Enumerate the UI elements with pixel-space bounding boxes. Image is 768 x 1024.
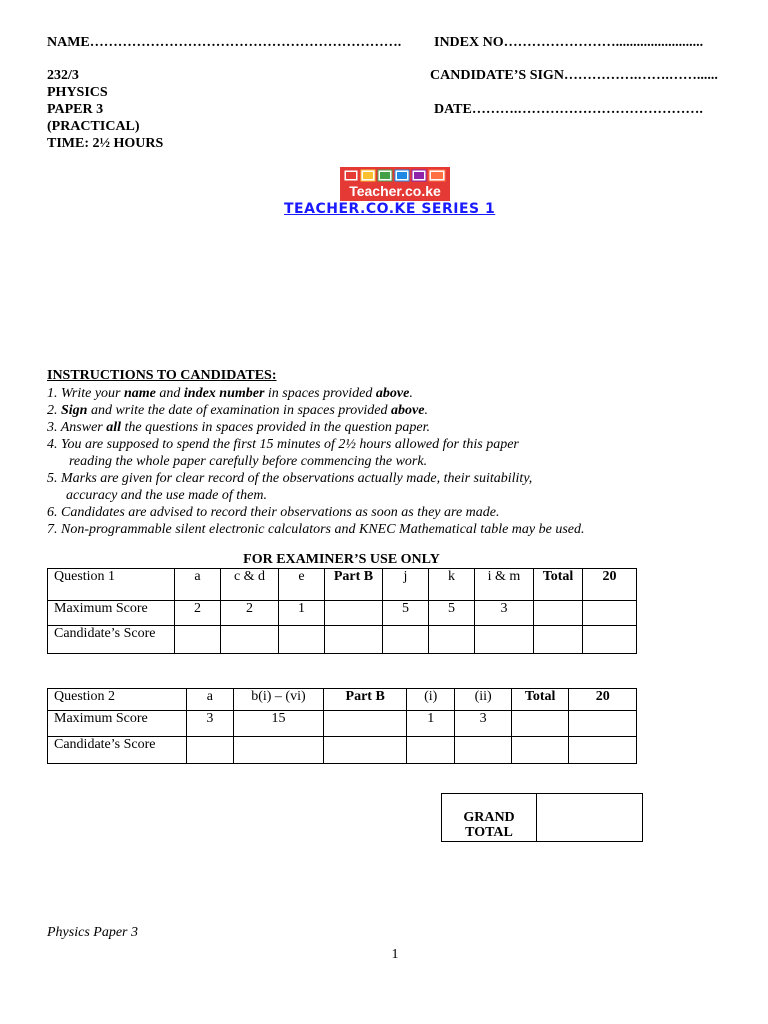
table-cell: i & m <box>475 569 534 601</box>
score-input-cell[interactable] <box>569 737 637 764</box>
score-input-cell[interactable] <box>534 626 583 654</box>
score-input-cell[interactable] <box>279 626 325 654</box>
score-input-cell[interactable] <box>455 737 511 764</box>
candidate-sign-field-label: CANDIDATE’S SIGN…………….…….……...... <box>430 68 718 83</box>
table-cell: Maximum Score <box>48 711 187 737</box>
table-cell: Question 2 <box>48 689 187 711</box>
instructions-title: INSTRUCTIONS TO CANDIDATES: <box>47 368 277 383</box>
score-input-cell[interactable] <box>511 737 568 764</box>
table-cell: k <box>429 569 475 601</box>
page-number: 1 <box>391 947 399 962</box>
subject-name: PHYSICS <box>47 85 108 100</box>
question-1-score-table <box>47 568 637 654</box>
table-cell: 20 <box>583 569 637 601</box>
table-header-row <box>48 569 637 601</box>
paper-number: PAPER 3 <box>47 102 104 117</box>
score-input-cell[interactable] <box>324 737 407 764</box>
table-cell: Total <box>534 569 583 601</box>
svg-text:Teacher.co.ke: Teacher.co.ke <box>349 183 441 199</box>
instruction-item: 6. Candidates are advised to record their observations as soon as they are made. <box>47 505 500 520</box>
table-cell <box>569 711 637 737</box>
table-cell: Total <box>511 689 568 711</box>
table-cell: e <box>279 569 325 601</box>
table-row <box>48 601 637 626</box>
instruction-item: 2. Sign and write the date of examination in spaces provided above. <box>47 403 428 418</box>
grand-total-table <box>441 793 643 842</box>
table-cell: b(i) – (vi) <box>233 689 324 711</box>
table-cell <box>325 601 383 626</box>
table-cell: Candidate’s Score <box>48 737 187 764</box>
table-cell: a <box>175 569 221 601</box>
table-cell: 2 <box>221 601 279 626</box>
table-cell: 1 <box>279 601 325 626</box>
name-field-label: NAME…………………………………………………………. <box>47 35 402 50</box>
series-title-link[interactable]: TEACHER.CO.KE SERIES 1 <box>284 201 496 217</box>
instruction-item-continuation: reading the whole paper carefully before commencing the work. <box>69 454 428 469</box>
score-input-cell[interactable] <box>233 737 324 764</box>
table-cell <box>324 711 407 737</box>
score-input-cell[interactable] <box>325 626 383 654</box>
instruction-item: 4. You are supposed to spend the first 15 minutes of 2½ hours allowed for this paper <box>47 437 519 452</box>
instruction-item: 3. Answer all the questions in spaces provided in the question paper. <box>47 420 431 435</box>
score-input-cell[interactable] <box>429 626 475 654</box>
score-input-cell[interactable] <box>407 737 455 764</box>
score-input-cell[interactable] <box>383 626 429 654</box>
teacher-co-ke-logo <box>340 167 450 201</box>
footer-text: Physics Paper 3 <box>47 925 138 940</box>
instructions-list <box>47 385 585 538</box>
table-cell: Candidate’s Score <box>48 626 175 654</box>
table-cell: 2 <box>175 601 221 626</box>
table-cell: 15 <box>233 711 324 737</box>
table-header-row <box>48 689 637 711</box>
table-cell: Part B <box>325 569 383 601</box>
paper-type: (PRACTICAL) <box>47 119 140 134</box>
table-cell: 1 <box>407 711 455 737</box>
time-allowed: TIME: 2½ HOURS <box>47 136 164 151</box>
table-cell: j <box>383 569 429 601</box>
table-cell <box>534 601 583 626</box>
table-cell <box>583 601 637 626</box>
table-cell <box>511 711 568 737</box>
paper-code: 232/3 <box>47 68 79 83</box>
table-cell: a <box>187 689 233 711</box>
table-cell: 5 <box>383 601 429 626</box>
table-row <box>48 737 637 764</box>
table-cell: c & d <box>221 569 279 601</box>
table-cell: 5 <box>429 601 475 626</box>
examiner-use-heading: FOR EXAMINER’S USE ONLY <box>243 552 440 567</box>
instruction-item: 1. Write your name and index number in spaces provided above. <box>47 386 413 401</box>
grand-total-input-cell[interactable] <box>537 794 643 842</box>
table-cell: Maximum Score <box>48 601 175 626</box>
table-cell: (ii) <box>455 689 511 711</box>
table-row <box>48 711 637 737</box>
score-input-cell[interactable] <box>175 626 221 654</box>
grand-total-label: GRAND TOTAL <box>442 794 537 842</box>
score-input-cell[interactable] <box>187 737 233 764</box>
score-input-cell[interactable] <box>221 626 279 654</box>
table-cell: 3 <box>187 711 233 737</box>
table-row <box>48 626 637 654</box>
instruction-item: 7. Non-programmable silent electronic calculators and KNEC Mathematical table may be used. <box>47 522 585 537</box>
score-input-cell[interactable] <box>583 626 637 654</box>
instruction-item: 5. Marks are given for clear record of the observations actually made, their suitability, <box>47 471 533 486</box>
index-number-field-label: INDEX NO……………………......................... <box>434 35 704 50</box>
table-cell: Part B <box>324 689 407 711</box>
question-2-score-table <box>47 688 637 764</box>
date-field-label: DATE……….…………………………………. <box>434 102 703 117</box>
instruction-item-continuation: accuracy and the use made of them. <box>66 488 267 503</box>
table-cell: 3 <box>475 601 534 626</box>
score-input-cell[interactable] <box>475 626 534 654</box>
table-cell: Question 1 <box>48 569 175 601</box>
table-cell: (i) <box>407 689 455 711</box>
table-cell: 20 <box>569 689 637 711</box>
table-cell: 3 <box>455 711 511 737</box>
